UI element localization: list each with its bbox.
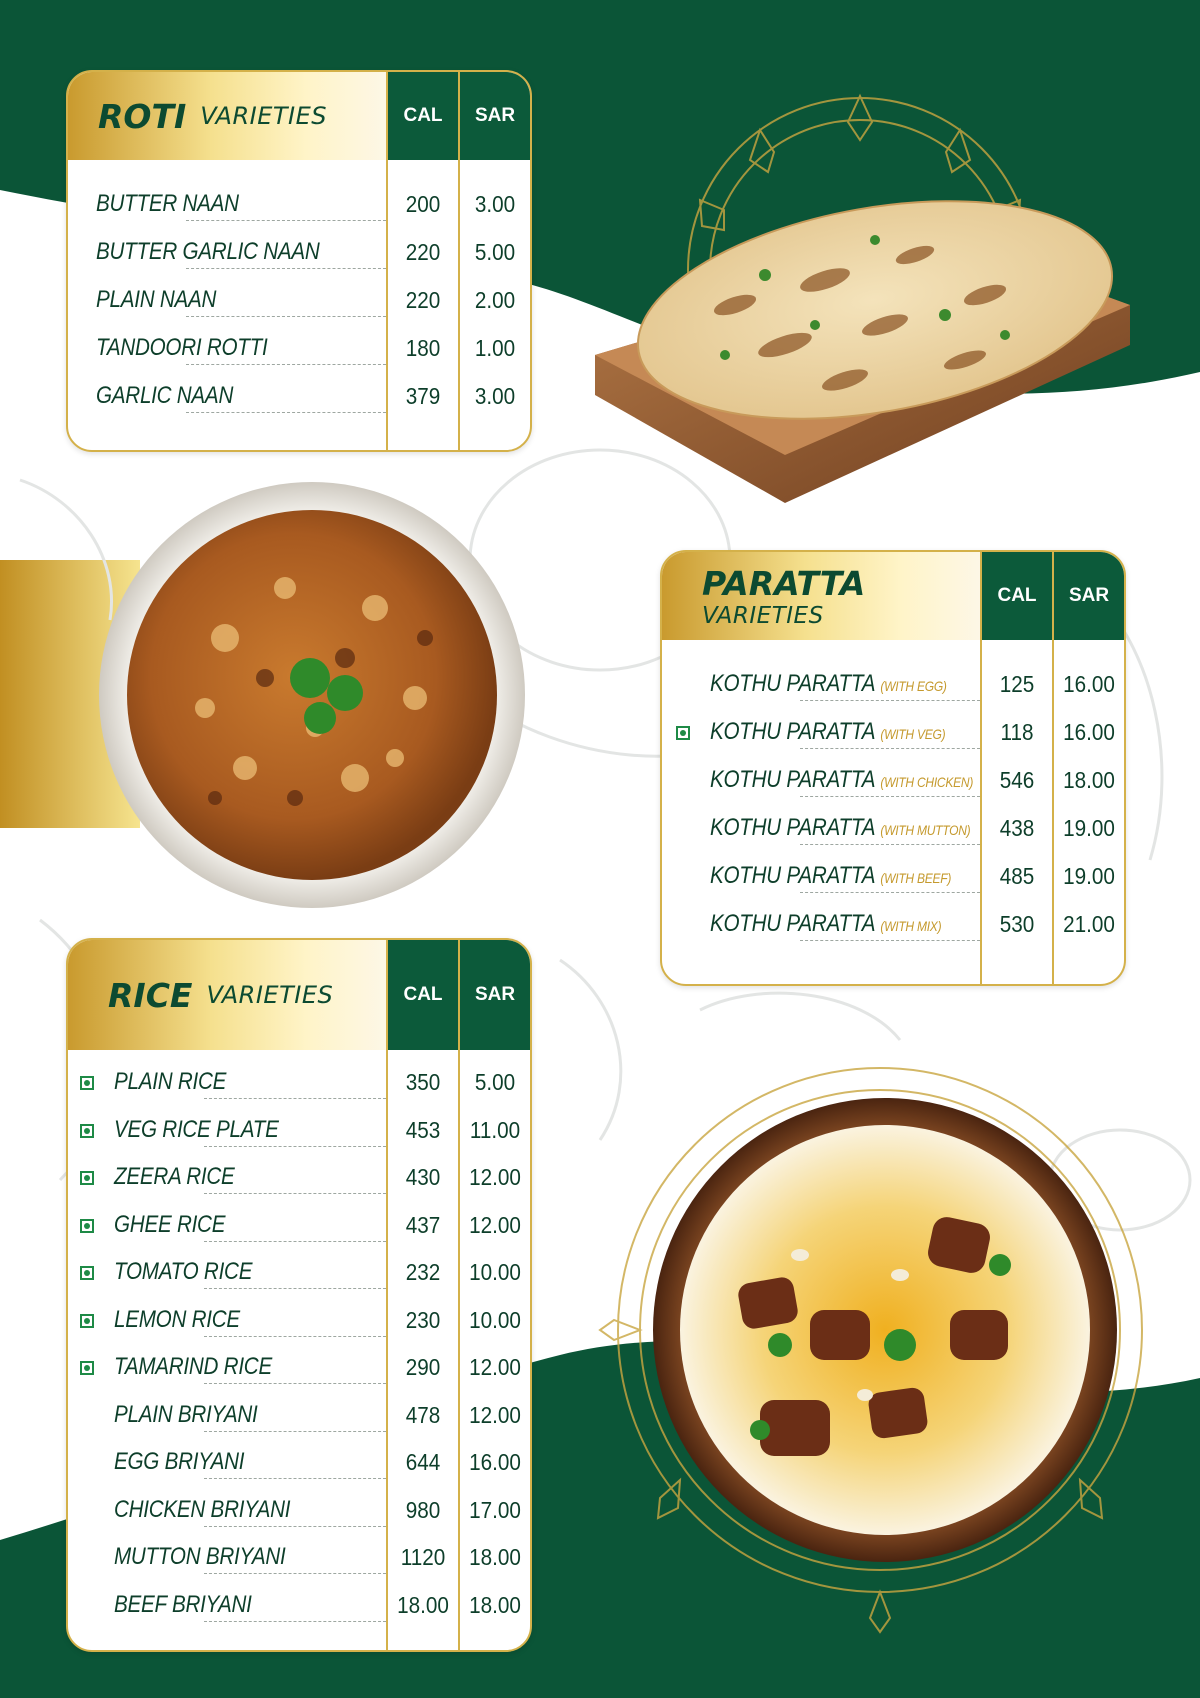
paratta-item-note: (WITH BEEF)	[880, 870, 952, 886]
veg-icon	[80, 1314, 94, 1328]
roti-header	[68, 72, 530, 160]
rice-item-cal: 453	[405, 1116, 441, 1143]
rice-title-main: RICE	[108, 975, 193, 1015]
veg-icon	[80, 1076, 94, 1090]
dotted-leader	[186, 268, 386, 269]
rice-menu-row	[68, 1203, 530, 1247]
rice-menu-row	[68, 1440, 530, 1484]
roti-menu-row	[68, 182, 530, 226]
paratta-item-cal: 118	[1000, 719, 1034, 745]
veg-icon	[80, 1124, 94, 1138]
roti-item-price: 5.00	[474, 239, 516, 265]
roti-item-name-text: TANDOORI ROTTI	[96, 334, 268, 361]
roti-item-cal: 180	[405, 335, 441, 361]
roti-item-name-text: BUTTER GARLIC NAAN	[96, 238, 320, 265]
rice-menu-row	[68, 1345, 530, 1389]
dotted-leader	[800, 748, 980, 749]
roti-item-name-text: GARLIC NAAN	[96, 382, 234, 409]
roti-item-price: 1.00	[474, 335, 516, 361]
rice-item-cal: 644	[405, 1449, 441, 1475]
veg-icon	[676, 726, 690, 740]
rice-card	[66, 938, 532, 1652]
rice-item-cal: 290	[405, 1354, 441, 1380]
rice-item-price: 12.00	[469, 1164, 521, 1190]
dotted-leader	[800, 844, 980, 845]
rice-item-name-text: EGG BRIYANI	[114, 1448, 245, 1475]
paratta-header	[662, 552, 1124, 640]
roti-menu-row	[68, 278, 530, 322]
paratta-menu-row	[662, 902, 1124, 946]
dotted-leader	[204, 1431, 386, 1432]
rice-sar-header: SAR	[458, 940, 530, 1050]
rice-menu-row	[68, 1060, 530, 1104]
rice-item-name-text: VEG RICE PLATE	[114, 1115, 279, 1143]
rice-item-name-text: MUTTON BRIYANI	[114, 1543, 286, 1570]
paratta-item-name-text: KOTHU PARATTA	[710, 670, 876, 697]
rice-item-price: 17.00	[469, 1496, 521, 1523]
rice-item-name	[114, 1306, 240, 1334]
roti-menu-row	[68, 326, 530, 370]
roti-item-name	[96, 286, 216, 314]
paratta-title-main: PARATTA	[702, 563, 866, 603]
rice-item-price: 10.00	[469, 1306, 521, 1333]
roti-item-name	[96, 334, 267, 362]
paratta-item-name	[710, 910, 941, 938]
paratta-item-cal: 438	[999, 815, 1035, 841]
paratta-item-name	[710, 814, 970, 842]
paratta-item-cal: 546	[999, 767, 1035, 793]
paratta-menu-row	[662, 758, 1124, 802]
paratta-item-name-text: KOTHU PARATTA	[710, 910, 876, 937]
dotted-leader	[204, 1478, 386, 1479]
dotted-leader	[800, 796, 980, 797]
rice-item-price: 18.00	[469, 1544, 521, 1570]
roti-card	[66, 70, 532, 452]
paratta-item-price: 16.00	[1063, 719, 1115, 745]
veg-icon	[80, 1361, 94, 1375]
roti-item-cal: 379	[405, 383, 441, 409]
rice-item-name-text: TOMATO RICE	[114, 1258, 253, 1285]
rice-menu-row	[68, 1298, 530, 1342]
paratta-item-name	[710, 670, 947, 698]
rice-item-cal: 232	[405, 1259, 441, 1285]
roti-item-name	[96, 382, 233, 410]
dotted-leader	[800, 700, 980, 701]
paratta-card	[660, 550, 1126, 986]
rice-item-name-text: LEMON RICE	[114, 1305, 240, 1333]
rice-item-name-text: PLAIN BRIYANI	[114, 1400, 258, 1428]
rice-item-name	[114, 1591, 252, 1619]
paratta-item-note: (WITH CHICKEN)	[880, 774, 974, 790]
rice-menu-row	[68, 1488, 530, 1532]
dotted-leader	[204, 1241, 386, 1242]
roti-title	[68, 72, 386, 160]
rice-item-price: 5.00	[474, 1069, 516, 1095]
roti-item-name-text: PLAIN NAAN	[96, 286, 217, 313]
paratta-item-price: 19.00	[1063, 815, 1115, 841]
paratta-item-price: 21.00	[1063, 911, 1115, 937]
roti-item-cal: 220	[405, 287, 441, 313]
rice-menu-row	[68, 1583, 530, 1627]
dotted-leader	[204, 1526, 386, 1527]
rice-item-name	[114, 1258, 252, 1286]
rice-item-price: 11.00	[469, 1116, 521, 1143]
paratta-item-cal: 125	[999, 671, 1035, 697]
roti-item-name	[96, 238, 320, 266]
rice-cal-header: CAL	[386, 940, 458, 1050]
paratta-menu-row	[662, 710, 1124, 754]
rice-item-price: 12.00	[469, 1354, 521, 1380]
roti-title-sub: VARIETIES	[200, 102, 328, 130]
dotted-leader	[204, 1146, 386, 1147]
dotted-leader	[186, 364, 386, 365]
rice-item-cal: 230	[405, 1306, 441, 1333]
paratta-menu-row	[662, 806, 1124, 850]
rice-item-cal: 478	[405, 1401, 441, 1428]
paratta-item-name-text: KOTHU PARATTA	[710, 766, 876, 793]
paratta-item-name-text: KOTHU PARATTA	[710, 814, 876, 841]
dotted-leader	[800, 892, 980, 893]
roti-item-name	[96, 190, 239, 218]
paratta-item-cal: 530	[999, 911, 1035, 937]
rice-menu-row	[68, 1535, 530, 1579]
paratta-title	[662, 552, 980, 640]
roti-item-price: 2.00	[474, 287, 516, 313]
dotted-leader	[204, 1573, 386, 1574]
roti-item-price: 3.00	[474, 191, 516, 217]
rice-header	[68, 940, 530, 1050]
rice-item-name-text: BEEF BRIYANI	[114, 1590, 252, 1618]
kothu-paratta-photo	[95, 478, 530, 913]
rice-item-cal: 437	[405, 1211, 441, 1238]
paratta-menu-row	[662, 662, 1124, 706]
roti-sar-header: SAR	[458, 72, 530, 160]
rice-menu-row	[68, 1155, 530, 1199]
rice-item-name-text: GHEE RICE	[114, 1210, 226, 1238]
veg-icon	[80, 1171, 94, 1185]
rice-item-price: 18.00	[469, 1591, 521, 1618]
rice-item-name	[114, 1496, 290, 1524]
dotted-leader	[800, 940, 980, 941]
roti-item-cal: 220	[405, 239, 441, 265]
veg-icon	[80, 1266, 94, 1280]
paratta-item-note: (WITH EGG)	[880, 678, 947, 694]
dotted-leader	[204, 1098, 386, 1099]
rice-item-price: 16.00	[469, 1449, 521, 1475]
paratta-item-note: (WITH MIX)	[880, 918, 942, 934]
paratta-item-price: 16.00	[1063, 671, 1115, 697]
rice-item-name	[114, 1448, 244, 1476]
paratta-menu-row	[662, 854, 1124, 898]
paratta-item-name-text: KOTHU PARATTA	[710, 862, 876, 889]
paratta-item-name	[710, 718, 945, 746]
paratta-item-price: 18.00	[1063, 767, 1115, 793]
paratta-item-cal: 485	[999, 863, 1035, 889]
roti-item-price: 3.00	[474, 383, 516, 409]
dotted-leader	[204, 1288, 386, 1289]
paratta-sar-header: SAR	[1052, 552, 1124, 640]
rice-item-name	[114, 1116, 279, 1144]
rice-item-name-text: TAMARIND RICE	[114, 1353, 272, 1380]
rice-item-price: 12.00	[469, 1401, 521, 1428]
dotted-leader	[204, 1336, 386, 1337]
rice-item-cal: 1120	[400, 1544, 446, 1570]
rice-item-cal: 430	[405, 1164, 441, 1190]
paratta-item-name	[710, 766, 973, 794]
rice-item-name	[114, 1401, 257, 1429]
rice-item-name	[114, 1543, 285, 1571]
paratta-item-name-text: KOTHU PARATTA	[710, 718, 876, 745]
rice-item-cal: 980	[405, 1496, 441, 1523]
rice-item-cal: 350	[405, 1069, 441, 1095]
dotted-leader	[186, 412, 386, 413]
paratta-item-note: (WITH VEG)	[880, 726, 946, 742]
rice-menu-row	[68, 1108, 530, 1152]
roti-menu-row	[68, 374, 530, 418]
rice-item-name	[114, 1163, 235, 1191]
rice-item-name-text: CHICKEN BRIYANI	[114, 1495, 291, 1523]
roti-item-cal: 200	[405, 191, 441, 217]
paratta-item-name	[710, 862, 951, 890]
paratta-cal-header: CAL	[980, 552, 1052, 640]
dotted-leader	[186, 316, 386, 317]
rice-item-name-text: PLAIN RICE	[114, 1068, 227, 1095]
roti-menu-row	[68, 230, 530, 274]
dotted-leader	[186, 220, 386, 221]
paratta-title-sub: VARIETIES	[702, 602, 824, 629]
roti-title-main: ROTI	[98, 96, 187, 136]
rice-item-price: 10.00	[469, 1259, 521, 1285]
dotted-leader	[204, 1621, 386, 1622]
veg-icon	[80, 1219, 94, 1233]
rice-item-name	[114, 1211, 225, 1239]
rice-item-name-text: ZEERA RICE	[114, 1163, 235, 1190]
paratta-item-price: 19.00	[1063, 863, 1115, 889]
roti-item-name-text: BUTTER NAAN	[96, 190, 239, 217]
rice-item-name	[114, 1068, 226, 1096]
dotted-leader	[204, 1383, 386, 1384]
rice-menu-row	[68, 1250, 530, 1294]
paratta-item-note: (WITH MUTTON)	[880, 822, 971, 838]
rice-item-name	[114, 1353, 272, 1381]
biryani-photo	[650, 1095, 1120, 1565]
rice-title-sub: VARIETIES	[206, 981, 334, 1009]
rice-title	[68, 940, 386, 1050]
rice-item-price: 12.00	[469, 1211, 521, 1238]
rice-item-cal: 18.00	[397, 1591, 449, 1618]
roti-cal-header: CAL	[386, 72, 458, 160]
dotted-leader	[204, 1193, 386, 1194]
naan-photo	[585, 185, 1135, 515]
rice-menu-row	[68, 1393, 530, 1437]
